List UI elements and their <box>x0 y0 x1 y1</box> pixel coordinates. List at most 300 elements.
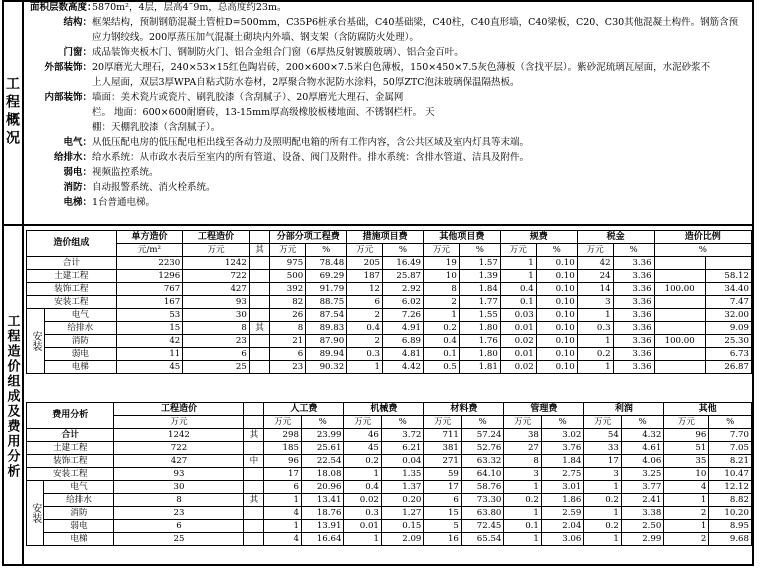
data-cell: 9.09 <box>705 322 751 335</box>
unit-cell: 万元 <box>424 244 460 257</box>
row-label: 安装工程 <box>27 296 117 309</box>
qi-cell <box>249 361 269 374</box>
data-cell: 3 <box>577 296 613 309</box>
data-cell: 2.99 <box>621 533 664 546</box>
data-cell: 427 <box>114 455 244 468</box>
header-cell: 措施项目费 <box>347 231 424 244</box>
data-cell: 6 <box>183 348 250 361</box>
data-cell: 59 <box>424 468 461 481</box>
data-cell: 2 <box>347 335 383 348</box>
overview-row <box>30 30 748 45</box>
qi-cell <box>249 348 269 361</box>
data-cell: 500 <box>270 270 306 283</box>
header-cell: 其他 <box>664 403 752 416</box>
overview-row-text: 墙面：美术瓷片或瓷片、刷乳胶漆（含刮腻子）、20厚磨光大理石、金属网 <box>92 92 404 103</box>
data-cell: 2.75 <box>541 468 584 481</box>
data-cell: 0.3 <box>577 322 613 335</box>
data-cell: 15 <box>424 507 461 520</box>
unit-cell: % <box>381 416 424 429</box>
data-cell: 0.20 <box>381 494 424 507</box>
data-cell: 0.15 <box>381 520 424 533</box>
data-cell <box>654 309 705 322</box>
header-cell: 管理费 <box>504 403 584 416</box>
overview-row-text: 框架结构，预制钢筋混凝土管桩D=500mm，C35P6桩承台基础，C40基础梁，C40柱，C40直形墙，C40梁板，C20、C30其他混凝土构件。钢筋含预 <box>92 17 739 28</box>
unit-cell: 万元 <box>500 244 536 257</box>
data-cell: 3.36 <box>613 361 654 374</box>
data-cell: 18.76 <box>301 507 344 520</box>
unit-cell: % <box>621 416 664 429</box>
data-cell: 46 <box>344 429 381 442</box>
data-cell: 1 <box>577 309 613 322</box>
data-cell: 187 <box>347 270 383 283</box>
overview-row <box>30 15 748 30</box>
data-cell: 3.72 <box>381 429 424 442</box>
row-label: 土建工程 <box>27 270 117 283</box>
qi-cell <box>249 231 269 244</box>
data-cell: 6.89 <box>383 335 424 348</box>
data-cell: 3.36 <box>613 270 654 283</box>
data-cell: 6.21 <box>381 442 424 455</box>
data-cell: 1 <box>584 481 621 494</box>
qi-cell <box>244 403 264 416</box>
data-cell: 90.32 <box>306 361 347 374</box>
overview-row <box>30 45 748 60</box>
data-cell: 0.2 <box>424 322 460 335</box>
data-cell: 1 <box>344 533 381 546</box>
row-label: 装饰工程 <box>27 455 114 468</box>
data-cell: 4 <box>664 481 709 494</box>
data-cell: 3.25 <box>621 468 664 481</box>
data-cell: 0.2 <box>584 520 621 533</box>
install-group-label: 安装 <box>27 309 45 374</box>
data-cell: 89.94 <box>306 348 347 361</box>
data-cell: 2.04 <box>541 520 584 533</box>
header-cell: 利润 <box>584 403 664 416</box>
overview-row <box>30 90 748 105</box>
data-cell: 1 <box>500 257 536 270</box>
data-cell: 6.02 <box>383 296 424 309</box>
data-cell: 8 <box>114 494 244 507</box>
data-cell: 0.04 <box>381 455 424 468</box>
unit-cell: 万元 <box>264 416 301 429</box>
data-cell: 91.79 <box>306 283 347 296</box>
data-cell: 22.54 <box>301 455 344 468</box>
data-cell: 3.36 <box>613 309 654 322</box>
data-cell: 0.10 <box>536 335 577 348</box>
header-cell: 单方造价 <box>116 231 183 244</box>
data-cell: 16 <box>424 533 461 546</box>
data-cell: 0.4 <box>344 481 381 494</box>
data-cell: 15 <box>116 322 183 335</box>
data-cell: 30 <box>114 481 244 494</box>
data-cell: 34.40 <box>705 283 751 296</box>
data-cell: 1 <box>664 520 709 533</box>
qi-cell <box>244 520 264 533</box>
header-cell: 费用分析 <box>27 403 114 429</box>
overview-row <box>30 60 748 75</box>
data-cell <box>654 296 705 309</box>
data-cell: 3.36 <box>613 283 654 296</box>
unit-cell: 万元 <box>347 244 383 257</box>
row-label: 合计 <box>27 257 117 270</box>
qi-cell <box>244 533 264 546</box>
overview-row-label: 外部装饰： <box>44 62 92 73</box>
unit-cell: 万元 <box>664 416 709 429</box>
qi-cell: 中 <box>244 455 264 468</box>
overview-row-label: 内部装饰： <box>44 92 92 103</box>
data-cell: 2.09 <box>381 533 424 546</box>
data-cell: 3.36 <box>613 322 654 335</box>
overview-row-label: 面积层数高度： <box>30 2 97 13</box>
data-cell: 6.73 <box>705 348 751 361</box>
overview-row <box>30 180 748 195</box>
data-cell: 0.2 <box>504 494 541 507</box>
qi-cell <box>249 309 269 322</box>
divider <box>2 224 754 226</box>
data-cell: 38 <box>504 429 541 442</box>
data-cell: 1 <box>577 335 613 348</box>
data-cell: 2 <box>424 296 460 309</box>
data-cell: 1.55 <box>459 309 500 322</box>
overview-row-text: 栏。 地面：600×600耐磨砖，13-15mm厚高级橡胶板楼地面、不锈钢栏杆。 天 <box>92 107 435 118</box>
data-cell: 18.08 <box>301 468 344 481</box>
data-cell: 25 <box>114 533 244 546</box>
data-cell: 30 <box>183 309 250 322</box>
data-cell: 32.00 <box>705 309 751 322</box>
data-cell: 8.82 <box>709 494 752 507</box>
data-cell: 73.30 <box>461 494 504 507</box>
data-cell: 2.92 <box>383 283 424 296</box>
overview-row-text: 1台普通电梯。 <box>92 197 156 208</box>
data-cell: 1296 <box>116 270 183 283</box>
data-cell: 381 <box>424 442 461 455</box>
row-label: 弱电 <box>44 348 116 361</box>
data-cell: 298 <box>264 429 301 442</box>
qi-cell <box>244 481 264 494</box>
row-label: 电气 <box>44 309 116 322</box>
data-cell: 7.26 <box>383 309 424 322</box>
overview-text <box>30 0 748 210</box>
data-cell: 8 <box>504 455 541 468</box>
overview-row-text: 5870m²，4层，层高4˜9m，总高度约23m。 <box>92 2 287 13</box>
qi-cell <box>244 507 264 520</box>
data-cell: 0.10 <box>536 309 577 322</box>
unit-cell: 万元 <box>270 244 306 257</box>
data-cell: 722 <box>183 270 250 283</box>
data-cell: 271 <box>424 455 461 468</box>
data-cell: 100.00 <box>654 283 705 296</box>
data-cell: 42 <box>116 335 183 348</box>
data-cell: 63.80 <box>461 507 504 520</box>
unit-cell: % <box>383 244 424 257</box>
data-cell: 0.3 <box>347 348 383 361</box>
unit-cell: % <box>709 416 752 429</box>
data-cell: 10.20 <box>709 507 752 520</box>
data-cell: 63.32 <box>461 455 504 468</box>
data-cell: 1.81 <box>459 361 500 374</box>
data-cell: 2 <box>664 533 709 546</box>
data-cell: 1.80 <box>459 322 500 335</box>
data-cell: 0.2 <box>344 455 381 468</box>
data-cell: 16.49 <box>383 257 424 270</box>
header-cell: 材料费 <box>424 403 504 416</box>
data-cell: 12 <box>347 283 383 296</box>
data-cell: 8 <box>424 283 460 296</box>
data-cell: 1.84 <box>459 283 500 296</box>
overview-row-label: 弱电： <box>63 167 92 178</box>
data-cell: 392 <box>270 283 306 296</box>
data-cell: 8.21 <box>709 455 752 468</box>
data-cell: 0.2 <box>584 494 621 507</box>
data-cell: 6 <box>347 296 383 309</box>
data-cell: 4.42 <box>383 361 424 374</box>
qi-cell <box>249 296 269 309</box>
unit-cell: 其 <box>249 244 269 257</box>
data-cell: 6 <box>264 481 301 494</box>
data-cell: 26 <box>270 309 306 322</box>
data-cell: 4 <box>264 507 301 520</box>
overview-row <box>30 195 748 210</box>
data-cell <box>654 348 705 361</box>
data-cell: 69.29 <box>306 270 347 283</box>
data-cell: 0.01 <box>500 348 536 361</box>
data-cell: 1.76 <box>459 335 500 348</box>
qi-cell: 其 <box>249 322 269 335</box>
data-cell: 7.70 <box>709 429 752 442</box>
row-label: 给排水 <box>44 494 114 507</box>
data-cell: 3.36 <box>613 335 654 348</box>
data-cell: 3.02 <box>541 429 584 442</box>
data-cell: 722 <box>114 442 244 455</box>
data-cell: 0.02 <box>344 494 381 507</box>
overview-row-text: 从低压配电房的低压配电柜出线至各动力及照明配电箱的所有工作内容，含公共区域及室内灯具等末端。 <box>92 137 530 148</box>
unit-cell: % <box>654 244 751 257</box>
data-cell: 82 <box>270 296 306 309</box>
data-cell: 17 <box>264 468 301 481</box>
qi-cell <box>244 468 264 481</box>
data-cell: 1 <box>500 270 536 283</box>
data-cell: 1 <box>584 507 621 520</box>
header-cell: 人工费 <box>264 403 344 416</box>
data-cell: 1 <box>504 507 541 520</box>
data-cell: 58.76 <box>461 481 504 494</box>
data-cell: 6 <box>270 348 306 361</box>
data-cell: 45 <box>116 361 183 374</box>
data-cell: 51 <box>664 442 709 455</box>
qi-cell <box>249 283 269 296</box>
qi-cell: 其 <box>244 494 264 507</box>
unit-cell: % <box>459 244 500 257</box>
data-cell: 1.35 <box>381 468 424 481</box>
unit-cell: 万元 <box>584 416 621 429</box>
qi-cell: 其 <box>244 429 264 442</box>
data-cell: 52.76 <box>461 442 504 455</box>
data-cell: 2.41 <box>621 494 664 507</box>
qi-cell <box>249 257 269 270</box>
data-cell: 2.59 <box>541 507 584 520</box>
data-cell: 0.1 <box>504 520 541 533</box>
qi-cell <box>249 335 269 348</box>
data-cell: 16.64 <box>301 533 344 546</box>
header-cell: 其他项目费 <box>424 231 501 244</box>
header-cell: 规费 <box>500 231 577 244</box>
data-cell: 0.4 <box>424 335 460 348</box>
data-cell <box>654 361 705 374</box>
data-cell: 3.01 <box>541 481 584 494</box>
data-cell: 1242 <box>114 429 244 442</box>
data-cell: 0.1 <box>500 296 536 309</box>
unit-cell: % <box>461 416 504 429</box>
data-cell: 58.12 <box>705 270 751 283</box>
header-cell: 造价比例 <box>654 231 751 244</box>
unit-cell: 万元 <box>424 416 461 429</box>
header-cell: 税金 <box>577 231 654 244</box>
data-cell: 19 <box>424 257 460 270</box>
data-cell: 0.10 <box>536 361 577 374</box>
qi-cell <box>244 416 264 429</box>
data-cell: 93 <box>183 296 250 309</box>
unit-cell: % <box>613 244 654 257</box>
unit-cell: % <box>301 416 344 429</box>
data-cell: 42 <box>577 257 613 270</box>
data-cell: 3.36 <box>613 296 654 309</box>
data-cell: 33 <box>584 442 621 455</box>
data-cell: 64.10 <box>461 468 504 481</box>
qi-cell <box>244 442 264 455</box>
data-cell: 21 <box>270 335 306 348</box>
cost-composition-table <box>26 230 752 374</box>
data-cell: 3.77 <box>621 481 664 494</box>
overview-row <box>30 105 748 120</box>
data-cell: 0.01 <box>344 520 381 533</box>
data-cell: 9.68 <box>709 533 752 546</box>
unit-cell: % <box>536 244 577 257</box>
overview-row-label: 门窗： <box>63 47 92 58</box>
data-cell: 8 <box>183 322 250 335</box>
unit-cell: 万元 <box>183 244 250 257</box>
data-cell: 87.90 <box>306 335 347 348</box>
row-label: 消防 <box>44 507 114 520</box>
row-label: 土建工程 <box>27 442 114 455</box>
data-cell: 1 <box>504 533 541 546</box>
data-cell: 1 <box>504 481 541 494</box>
data-cell: 3.06 <box>541 533 584 546</box>
data-cell: 26.87 <box>705 361 751 374</box>
data-cell: 0.10 <box>536 348 577 361</box>
data-cell: 100.00 <box>654 335 705 348</box>
header-cell: 分部分项工程费 <box>270 231 347 244</box>
data-cell: 0.03 <box>500 309 536 322</box>
data-cell: 975 <box>270 257 306 270</box>
data-cell: 1.80 <box>459 348 500 361</box>
data-cell: 1 <box>347 361 383 374</box>
overview-row-text: 20厚磨光大理石，240×53×15红色陶岩砖，200×600×7.5米白色薄板，150×450×7.5灰色薄板（含找平层）。紫砂泥琉璃瓦屋面，水泥砂浆不 <box>92 62 711 73</box>
data-cell: 10 <box>664 468 709 481</box>
data-cell: 6 <box>114 520 244 533</box>
data-cell: 5 <box>424 520 461 533</box>
data-cell: 1.27 <box>381 507 424 520</box>
data-cell: 45 <box>344 442 381 455</box>
overview-row-label: 结构： <box>63 17 92 28</box>
data-cell: 0.02 <box>500 361 536 374</box>
data-cell: 17 <box>584 455 621 468</box>
data-cell: 25.30 <box>705 335 751 348</box>
data-cell: 24 <box>577 270 613 283</box>
overview-row <box>30 75 748 90</box>
overview-row-label: 电气： <box>63 137 92 148</box>
data-cell: 2.50 <box>621 520 664 533</box>
data-cell: 1 <box>584 533 621 546</box>
row-label: 合计 <box>27 429 114 442</box>
unit-cell: 万元 <box>114 416 244 429</box>
data-cell: 3 <box>584 468 621 481</box>
data-cell: 427 <box>183 283 250 296</box>
unit-cell: 万元 <box>504 416 541 429</box>
data-cell: 1.86 <box>541 494 584 507</box>
cost-analysis-table <box>26 402 752 546</box>
data-cell <box>705 257 751 270</box>
data-cell: 0.10 <box>536 296 577 309</box>
data-cell: 78.48 <box>306 257 347 270</box>
data-cell: 0.3 <box>344 507 381 520</box>
overview-row-label: 消防： <box>63 182 92 193</box>
row-label: 给排水 <box>44 322 116 335</box>
data-cell: 1242 <box>183 257 250 270</box>
data-cell: 4 <box>264 533 301 546</box>
data-cell: 711 <box>424 429 461 442</box>
data-cell: 1 <box>344 468 381 481</box>
overview-row-text: 棚：天棚乳胶漆（含刮腻子）。 <box>92 122 221 133</box>
row-label: 装饰工程 <box>27 283 117 296</box>
data-cell: 65.54 <box>461 533 504 546</box>
overview-row-label: 给排水： <box>53 152 92 163</box>
data-cell: 17 <box>424 481 461 494</box>
data-cell: 4.32 <box>621 429 664 442</box>
data-cell: 167 <box>116 296 183 309</box>
row-label: 电梯 <box>44 361 116 374</box>
data-cell: 1.84 <box>541 455 584 468</box>
data-cell: 10 <box>424 270 460 283</box>
data-cell: 0.10 <box>536 283 577 296</box>
data-cell: 27 <box>504 442 541 455</box>
data-cell <box>654 257 705 270</box>
row-label: 消防 <box>44 335 116 348</box>
data-cell: 1 <box>664 494 709 507</box>
overview-row <box>30 0 748 15</box>
data-cell: 13.41 <box>301 494 344 507</box>
data-cell: 767 <box>116 283 183 296</box>
data-cell: 23 <box>270 361 306 374</box>
data-cell: 4.06 <box>621 455 664 468</box>
data-cell: 3 <box>504 468 541 481</box>
data-cell <box>654 322 705 335</box>
data-cell: 0.2 <box>577 348 613 361</box>
data-cell: 93 <box>114 468 244 481</box>
row-label: 电梯 <box>44 533 114 546</box>
overview-side-label: 工程概况 <box>2 0 24 224</box>
data-cell: 0.10 <box>536 322 577 335</box>
data-cell: 35 <box>664 455 709 468</box>
overview-row-text: 成品装饰夹板木门、钢制防火门、铝合金组合门窗（6厚热反射镀膜玻璃）、铝合金百叶。 <box>92 47 464 58</box>
qi-cell <box>249 270 269 283</box>
data-cell: 11 <box>116 348 183 361</box>
data-cell: 1 <box>577 361 613 374</box>
data-cell: 12.12 <box>709 481 752 494</box>
data-cell: 0.1 <box>424 348 460 361</box>
header-cell: 机械费 <box>344 403 424 416</box>
data-cell: 1.37 <box>381 481 424 494</box>
unit-cell: % <box>306 244 347 257</box>
